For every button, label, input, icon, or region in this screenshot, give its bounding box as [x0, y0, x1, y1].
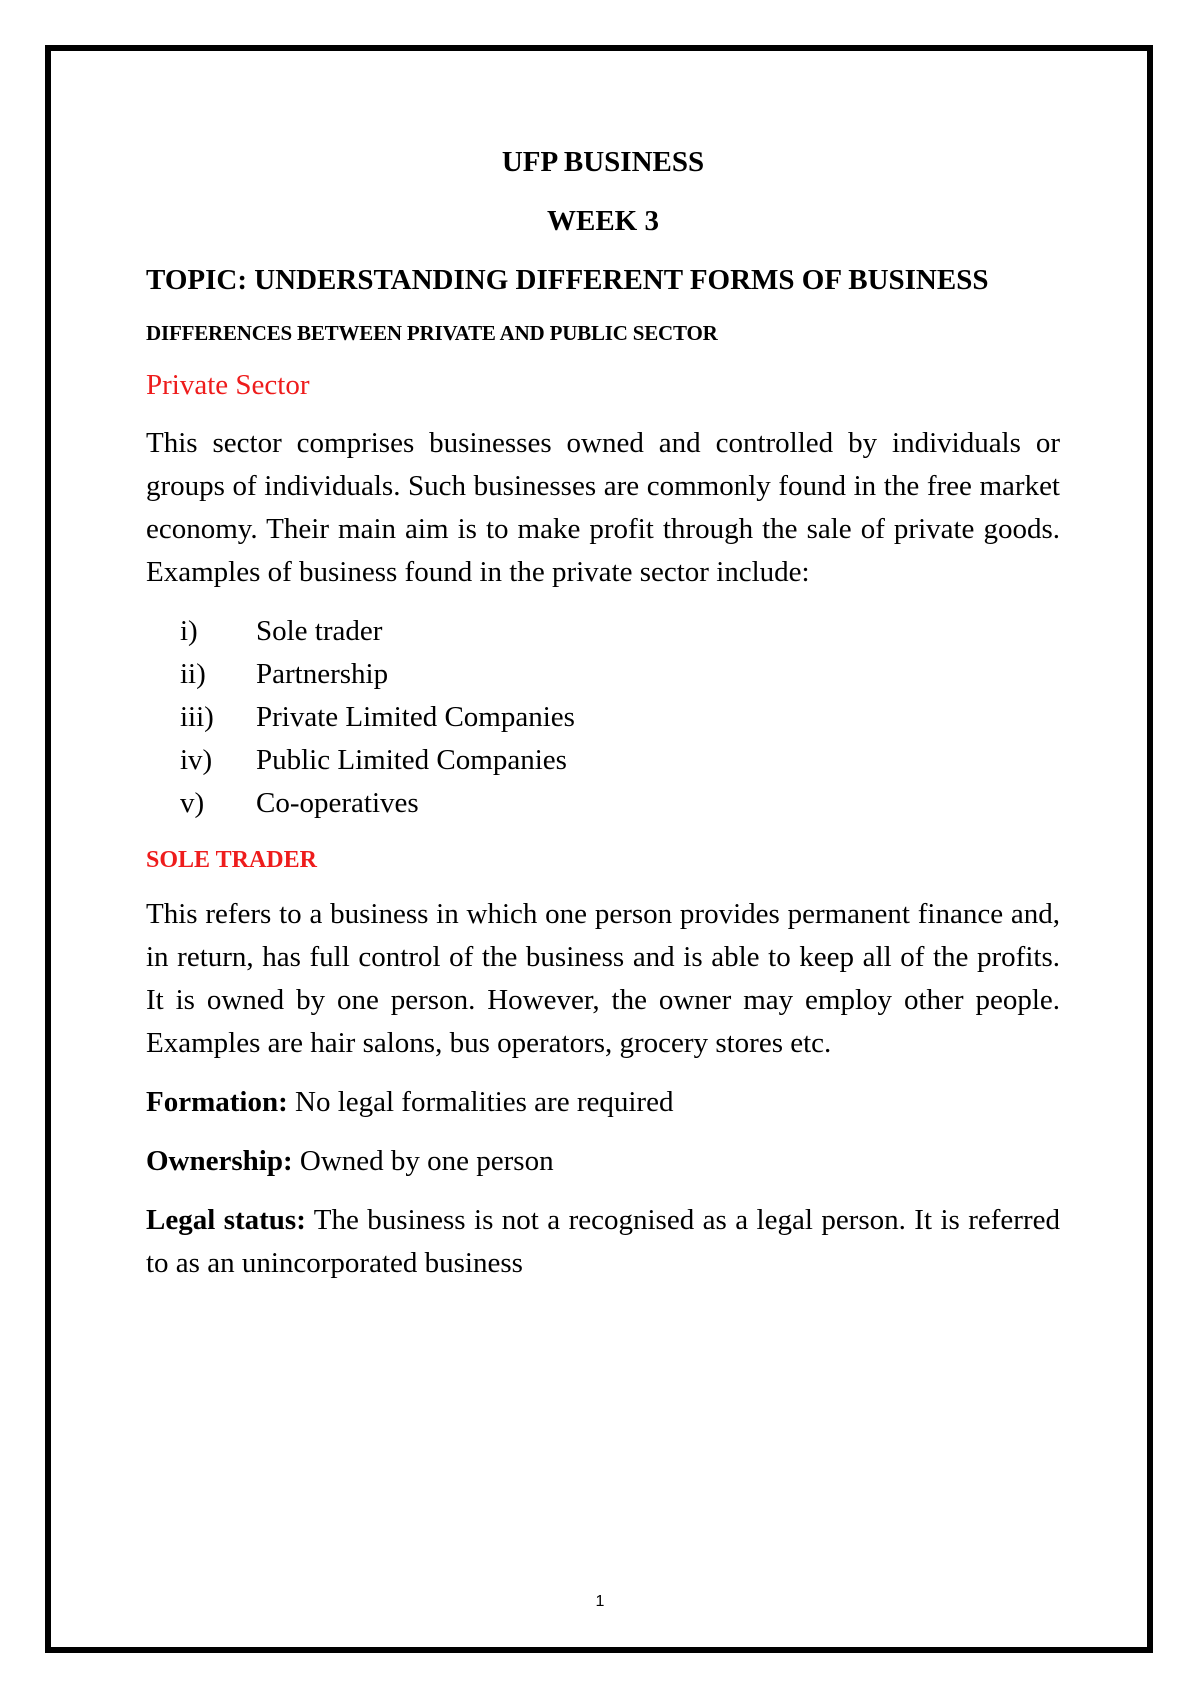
- list-item-number: ii): [180, 658, 206, 690]
- sole-trader-heading: SOLE TRADER: [146, 847, 317, 873]
- formation-field: [146, 1081, 1060, 1124]
- formation-label: Formation:: [146, 1086, 288, 1118]
- ownership-label: Ownership:: [146, 1145, 293, 1177]
- list-item-number: iii): [180, 701, 214, 733]
- list-item: [146, 653, 1060, 696]
- legal-status-value: The business is not a recognised as a legal person. It is referred to as an unincorporated business: [146, 1204, 1060, 1279]
- list-item: [146, 696, 1060, 739]
- list-item: [146, 739, 1060, 782]
- list-item-number: i): [180, 615, 198, 647]
- private-sector-paragraph: This sector comprises businesses owned and controlled by individuals or groups of individuals. Such businesses are commonly found in the free market economy. Their main aim is to make profit through the sale of private goods. Examples of business found in the private sector include:: [146, 427, 1060, 588]
- section-heading: DIFFERENCES BETWEEN PRIVATE AND PUBLIC SECTOR: [146, 321, 718, 345]
- legal-status-label: Legal status:: [146, 1204, 306, 1236]
- list-item-number: iv): [180, 744, 213, 776]
- list-item-text: Co-operatives: [256, 787, 419, 819]
- list-item-number: v): [180, 787, 205, 819]
- list-item: [146, 610, 1060, 653]
- page-number: 1: [595, 1593, 605, 1610]
- topic-heading: TOPIC: UNDERSTANDING DIFFERENT FORMS OF BUSINESS: [146, 264, 989, 296]
- legal-status-field: [146, 1199, 1060, 1285]
- document-body: [146, 145, 1060, 1285]
- sole-trader-paragraph: This refers to a business in which one person provides permanent finance and, in return, has full control of the business and is able to keep all of the profits. It is owned by one person. However, the owner may employ other people. Examples are hair salons, bus operators, grocery stores etc.: [146, 898, 1060, 1059]
- list-item: [146, 782, 1060, 825]
- ownership-field: [146, 1140, 1060, 1183]
- list-item-text: Public Limited Companies: [256, 744, 567, 776]
- private-sector-heading: Private Sector: [146, 369, 310, 401]
- ownership-value: Owned by one person: [292, 1145, 554, 1177]
- week-label: WEEK 3: [547, 205, 659, 237]
- list-item-text: Partnership: [256, 658, 389, 690]
- document-title: UFP BUSINESS: [501, 146, 705, 178]
- formation-value: No legal formalities are required: [287, 1086, 674, 1118]
- private-sector-examples-list: [146, 610, 1060, 825]
- list-item-text: Private Limited Companies: [256, 701, 575, 733]
- list-item-text: Sole trader: [256, 615, 383, 647]
